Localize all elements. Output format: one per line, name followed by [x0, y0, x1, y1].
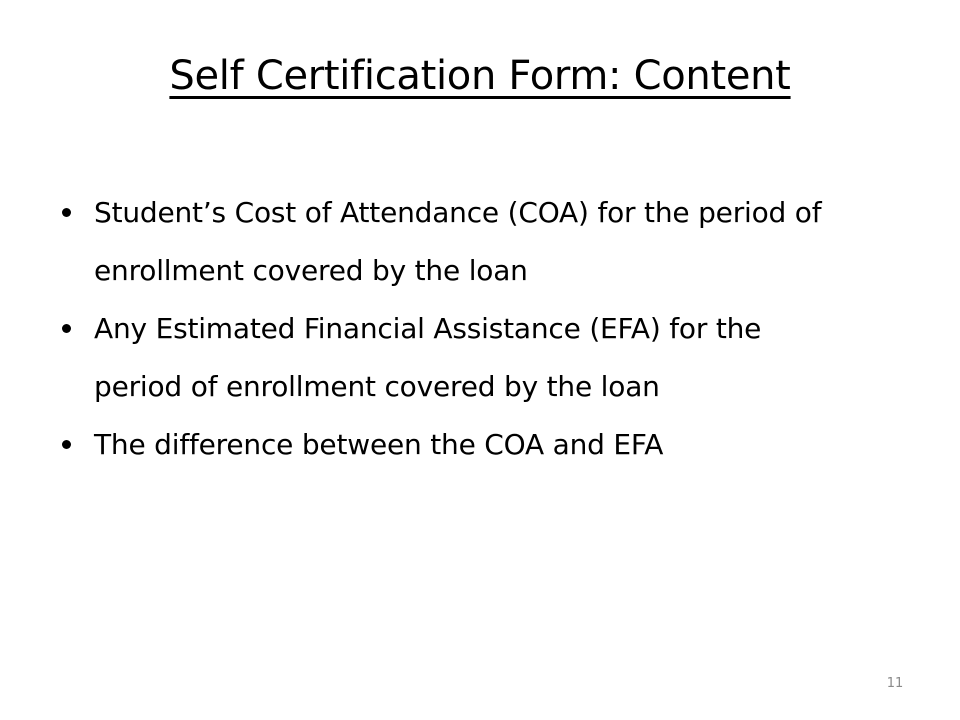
bullet-text: The difference between the COA and EFA [94, 428, 664, 461]
bullet-dot-icon [62, 324, 71, 333]
bullet-dot-icon [62, 440, 71, 449]
slide-title: Self Certification Form: Content [169, 53, 791, 99]
bullet-item [62, 300, 844, 416]
bullet-dot-icon [62, 208, 71, 217]
bullet-text: Any Estimated Financial Assistance (EFA) for the period of enrollment covered by the loan [94, 312, 762, 403]
bullet-text: Student’s Cost of Attendance (COA) for the period of enrollment covered by the loan [94, 196, 822, 287]
bullet-list [62, 184, 922, 474]
slide-number: 11 [886, 676, 904, 691]
bullet-item [62, 416, 844, 474]
bullet-item [62, 184, 844, 300]
